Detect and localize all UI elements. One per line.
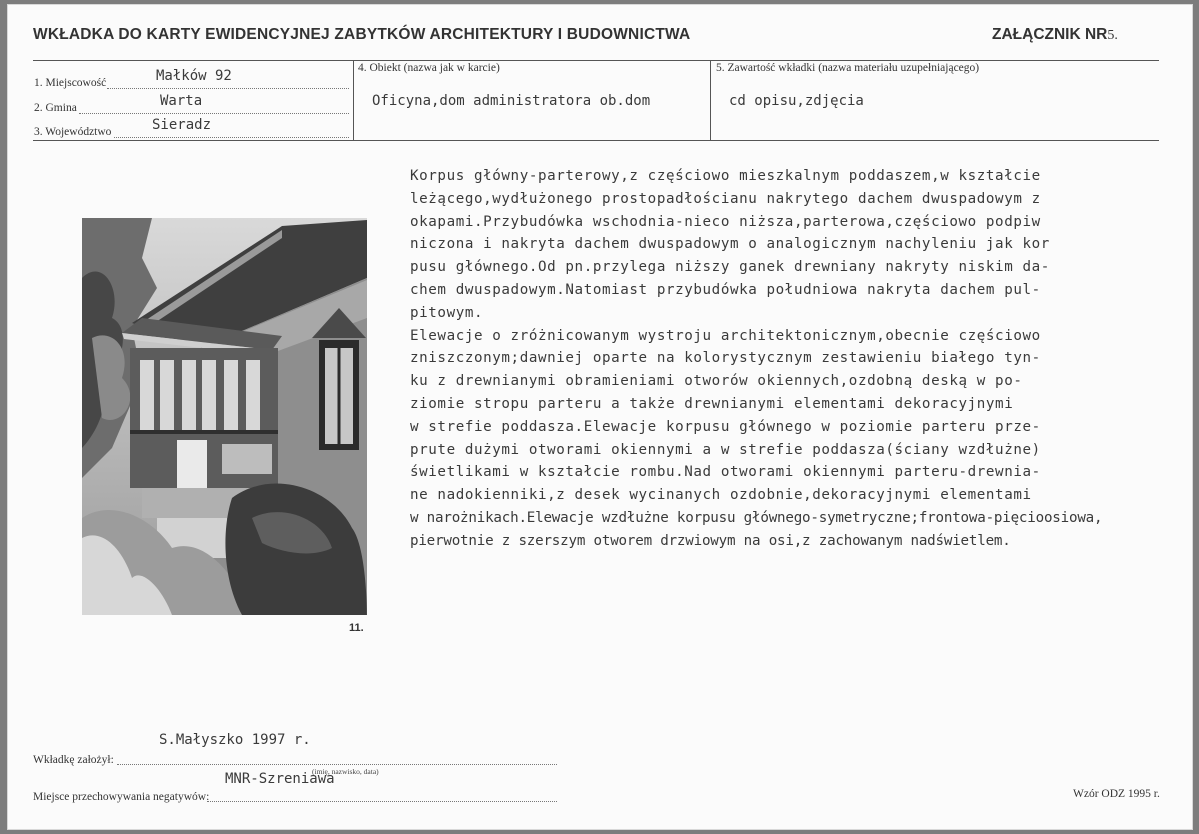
description-line: zniszczonym;dawniej oparte na kolorystycznym zestawieniu białego tyn- <box>410 350 1041 367</box>
form-divider-2 <box>710 60 711 141</box>
author-dots <box>117 764 557 765</box>
building-photo-image <box>82 218 367 615</box>
locality-label: 1. Miejscowość <box>34 77 107 89</box>
form-top-border <box>33 60 1159 61</box>
description-line: prute dużymi otworami okiennymi a w strefie poddasza(ściany wzdłużne) <box>410 441 1041 458</box>
document-sheet <box>7 4 1193 830</box>
description-line: leżącego,wydłużonego prostopadłościanu nakrytego dachem dwuspadowym z <box>410 190 1041 207</box>
form-bottom-border <box>33 140 1159 141</box>
form-model: Wzór ODZ 1995 r. <box>1073 788 1160 800</box>
storage-dots <box>207 801 557 802</box>
description-line: ne nadokienniki,z desek wycinanych ozdobnie,dekoracyjnymi elementami <box>410 487 1032 504</box>
description-line: chem dwuspadowym.Natomiast przybudówka południowa nakryta dachem pul- <box>410 281 1041 298</box>
description-line: pitowym. <box>410 304 484 321</box>
commune-value: Warta <box>160 93 203 109</box>
author-label: Wkładkę założył: <box>33 754 114 766</box>
description-line: pusu głównego.Od pn.przylega niższy ganek drewniany nakryty niskim da- <box>410 259 1050 276</box>
description-line: ku z drewnianymi obramieniami otworów okiennych,ozdobną deską w po- <box>410 373 1023 390</box>
commune-dots <box>79 113 349 114</box>
content-label: 5. Zawartość wkładki (nazwa materiału uzupełniającego) <box>716 62 980 74</box>
locality-value: Małków 92 <box>156 68 232 84</box>
object-label: 4. Obiekt (nazwa jak w karcie) <box>358 62 500 74</box>
description-line: w strefie poddasza.Elewacje korpusu głównego w poziomie parteru prze- <box>410 418 1041 435</box>
voivodeship-label: 3. Województwo <box>34 126 112 138</box>
description-text <box>410 165 1170 553</box>
description-line: niczona i nakryta dachem dwuspadowym o analogicznym nachyleniu jak kor <box>410 236 1050 253</box>
attachment-label <box>992 26 1118 44</box>
author-hint: (imię, nazwisko, data) <box>312 767 379 776</box>
description-line: pierwotnie z szerszym otworem drzwiowym na osi,z zachowanym nadświetlem. <box>410 532 1011 549</box>
voivodeship-value: Sieradz <box>152 117 212 133</box>
building-photo <box>82 218 367 615</box>
object-value: Oficyna,dom administratora ob.dom <box>372 93 651 109</box>
locality-dots <box>107 88 349 89</box>
description-line: okapami.Przybudówka wschodnia-nieco niższa,parterowa,częściowo podpiw <box>410 213 1041 230</box>
photo-number: 11. <box>349 622 364 634</box>
description-line: Korpus główny-parterowy,z częściowo mieszkalnym poddaszem,w kształcie <box>410 168 1041 184</box>
storage-label: Miejsce przechowywania negatywów: <box>33 791 210 803</box>
voivodeship-dots <box>114 137 349 138</box>
form-divider-1 <box>353 60 354 141</box>
document-title: WKŁADKA DO KARTY EWIDENCYJNEJ ZABYTKÓW ARCHITEKTURY I BUDOWNICTWA <box>33 26 691 43</box>
author-value: S.Małyszko 1997 r. <box>159 732 311 748</box>
description-line: Elewacje o zróżnicowanym wystroju architektonicznym,obecnie częściowo <box>410 327 1041 344</box>
storage-value: MNR-Szreniawa <box>225 771 335 787</box>
commune-label: 2. Gmina <box>34 102 77 114</box>
description-line: ziomie stropu parteru a także drewnianymi elementami dekoracyjnymi <box>410 395 1014 412</box>
description-line: świetlikami w kształcie rombu.Nad otworami okiennymi parteru-drewnia- <box>410 464 1041 481</box>
attachment-text: ZAŁĄCZNIK NR <box>992 26 1108 43</box>
description-line: w narożnikach.Elewacje wzdłużne korpusu głównego-symetryczne;frontowa-pięcioosiowa, <box>410 509 1103 526</box>
content-value: cd opisu,zdjęcia <box>729 93 864 109</box>
attachment-number: 5. <box>1107 28 1118 43</box>
